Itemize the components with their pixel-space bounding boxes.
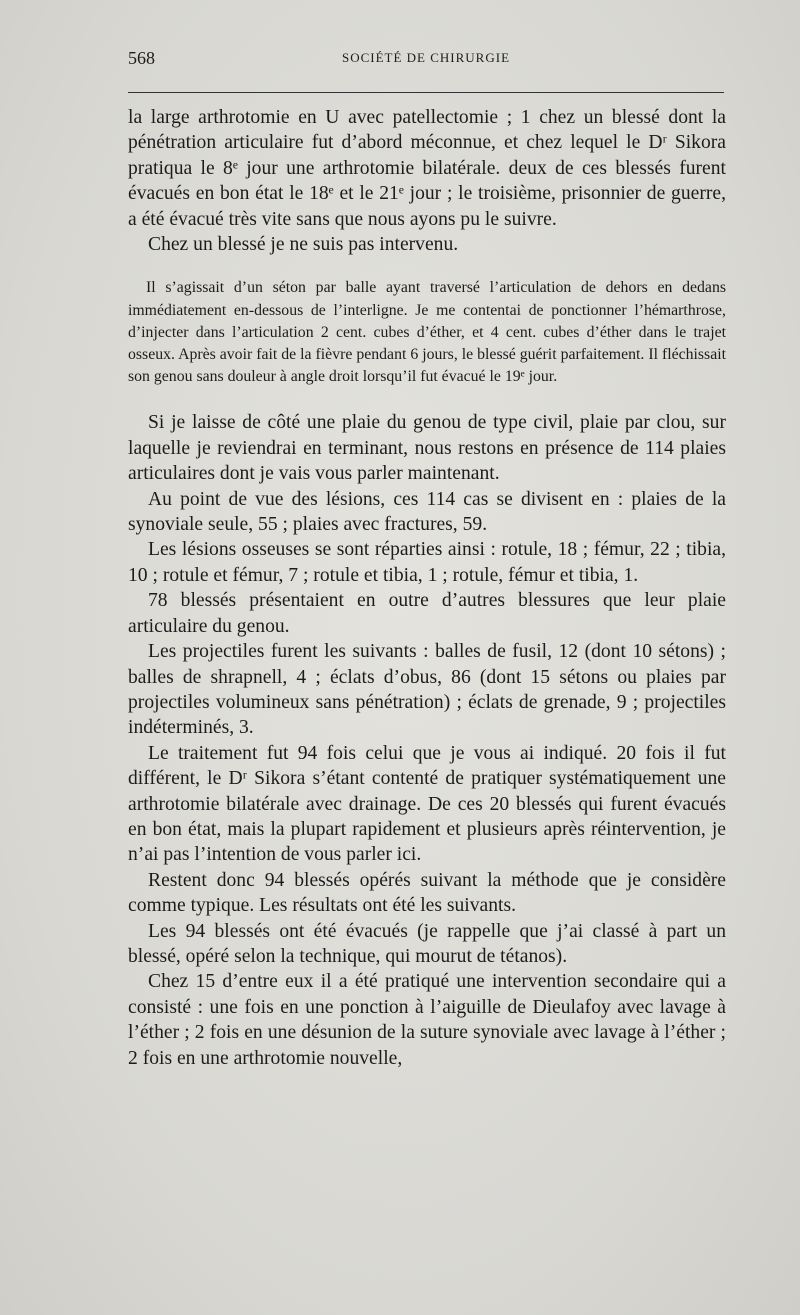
paragraph: la large arthrotomie en U avec patellectomie ; 1 chez un blessé dont la pénétration articulaire fut d’abord méconnue, et chez lequel le Dʳ Sikora pratiqua le 8ᵉ jour une arthrotomie bilatérale. deux de ces blessés furent évacués en bon état le 18ᵉ et le 21ᵉ jour ; le troisième, prisonnier de guerre, a été évacué très vite sans que nous ayons pu le suivre. — [128, 107, 726, 230]
page-header — [128, 48, 724, 74]
paragraph: Le traitement fut 94 fois celui que je vous ai indiqué. 20 fois il fut différent, le Dʳ Sikora s’étant contenté de pratiquer systématiquement une arthrotomie bilatérale avec drainage. De ces 20 blessés qui furent évacués en bon état, mais la plupart rapidement et plusieurs après réintervention, je n’ai pas l’intention de vous parler ici. — [128, 742, 726, 866]
paragraph: Chez un blessé je ne suis pas intervenu. — [148, 234, 459, 256]
page-body — [128, 105, 726, 1071]
paragraph: Les lésions osseuses se sont réparties ainsi : rotule, 18 ; fémur, 22 ; tibia, 10 ; rotule et fémur, 7 ; rotule et tibia, 1 ; rotule, fémur et tibia, 1. — [128, 539, 726, 586]
paragraph: Restent donc 94 blessés opérés suivant la méthode que je considère comme typique. Les résultats ont été les suivants. — [128, 869, 726, 917]
small-print-note — [128, 277, 726, 388]
paragraph: Les 94 blessés ont été évacués (je rappelle que j’ai classé à part un blessé, opéré selon la technique, qui mourut de tétanos). — [128, 920, 726, 967]
main-text-continued — [128, 410, 726, 1071]
page-number: 568 — [128, 48, 155, 68]
paragraph: 78 blessés présentaient en outre d’autres blessures que leur plaie articulaire du genou. — [128, 590, 726, 637]
running-head: SOCIÉTÉ DE CHIRURGIE — [341, 50, 511, 65]
main-text — [128, 105, 726, 257]
paragraph: Si je laisse de côté une plaie du genou de type civil, plaie par clou, sur laquelle je reviendrai en terminant, nous restons en présence de 114 plaies articulaires dont je vais vous parler maintenant. — [128, 412, 726, 485]
paragraph: Au point de vue des lésions, ces 114 cas se divisent en : plaies de la synoviale seule, 55 ; plaies avec fractures, 59. — [128, 488, 726, 536]
header-rule — [128, 92, 724, 93]
paragraph: Les projectiles furent les suivants : balles de fusil, 12 (dont 10 sétons) ; balles de shrapnell, 4 ; éclats d’obus, 86 (dont 15 sétons ou plaies par projectiles volumineux sans pénétration) ; éclats de grenade, 9 ; projectiles indéterminés, 3. — [128, 641, 726, 739]
note-paragraph: Il s’agissait d’un séton par balle ayant traversé l’articulation de dehors en dedans immédiatement en-dessous de l’interligne. Je me contentai de ponctionner l’hémarthrose, d’injecter dans l’articulation 2 cent. cubes d’éther, et 4 cent. cubes d’éther dans le trajet osseux. Après avoir fait de la fièvre pendant 6 jours, le blessé guérit parfaitement. Il fléchissait son genou sans douleur à angle droit lorsqu’il fut évacué le 19ᵉ jour. — [128, 279, 726, 386]
paragraph: Chez 15 d’entre eux il a été pratiqué une intervention secondaire qui a consisté : une fois en une ponction à l’aiguille de Dieulafoy avec lavage à l’éther ; 2 fois en une désunion de la suture synoviale avec lavage à l’éther ; 2 fois en une arthrotomie nouvelle, — [128, 971, 726, 1069]
